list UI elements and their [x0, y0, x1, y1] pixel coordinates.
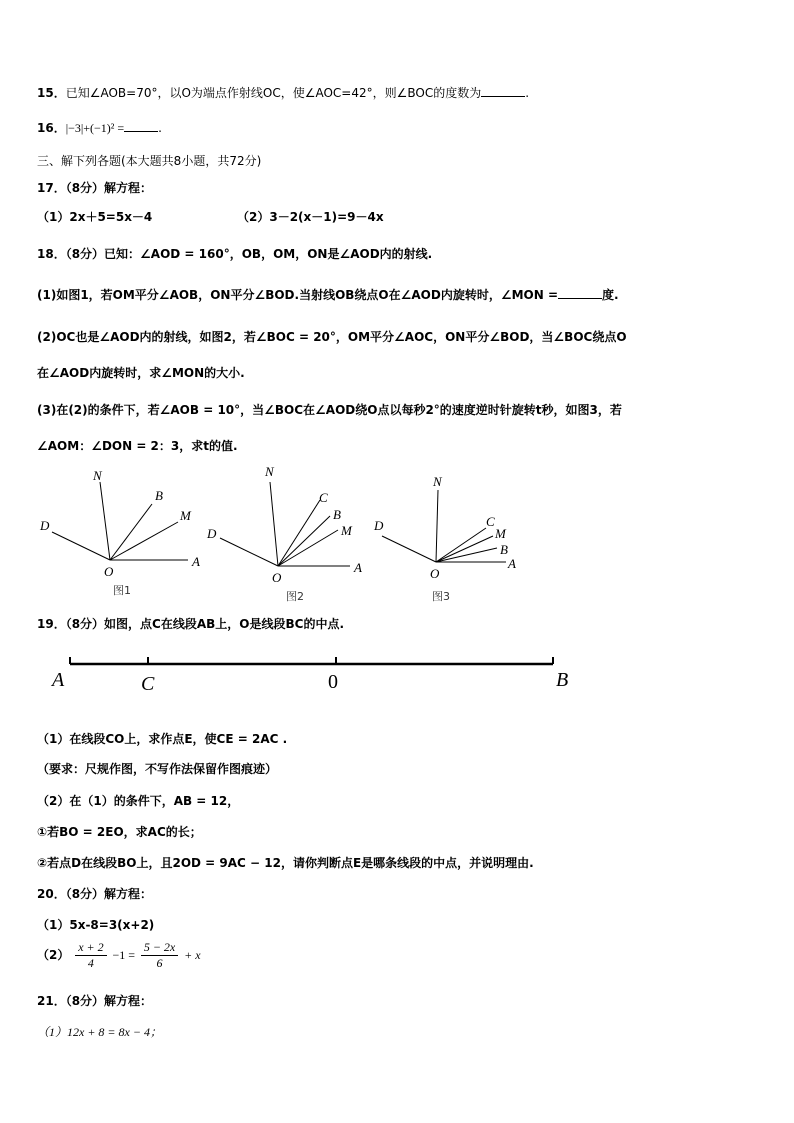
fig1-label-m: M — [180, 508, 191, 523]
fig1-label-a: A — [192, 554, 200, 569]
segment-label-b: B — [556, 669, 569, 691]
q15-answer-blank[interactable] — [481, 86, 525, 97]
figure-2 — [206, 464, 362, 603]
figure-3 — [373, 474, 516, 603]
q19-header: 19．（8分）如图，点C在线段AB上，O是线段BC的中点. — [37, 617, 345, 631]
fig1-label-d: D — [40, 518, 50, 533]
q20-fraction-1 — [75, 940, 106, 971]
segment-label-a: A — [52, 669, 65, 691]
q20-part2-label: （2） — [37, 948, 70, 962]
fig2-label-b: B — [333, 507, 341, 522]
fig2-label-c: C — [319, 490, 328, 505]
fig1-label-n: N — [93, 468, 102, 483]
fig1-label-b: B — [155, 488, 163, 503]
fig2-caption: 图2 — [286, 590, 304, 603]
q20-header: 20．（8分）解方程： — [37, 887, 153, 901]
q20-fraction-2-denominator: 6 — [156, 956, 163, 970]
q19-part2: （2）在（1）的条件下，AB = 12， — [37, 794, 240, 808]
q18-part2-line2: 在∠AOD内旋转时，求∠MON的大小. — [37, 366, 245, 380]
segment-label-o: 0 — [328, 671, 338, 693]
q16-expression: |−3|+(−1)² = — [65, 121, 125, 135]
q16-answer-blank[interactable] — [124, 121, 158, 132]
q19-part1-requirement: （要求：尺规作图，不写作法保留作图痕迹） — [37, 762, 278, 776]
q18-part3-line1: (3)在(2)的条件下，若∠AOB = 10°，当∠BOC在∠AOD绕O点以每秒2°的速度逆时针旋转t秒，如图3，若 — [37, 403, 622, 417]
q20-fraction-2-numerator: 5 − 2x — [141, 940, 178, 956]
q18-part3-line2: ∠AOM：∠DON = 2：3，求t的值. — [37, 439, 238, 453]
fig3-label-b: B — [500, 542, 508, 557]
fig3-label-a: A — [508, 556, 516, 571]
q18-part1 — [37, 286, 619, 303]
q20-tail: + x — [184, 948, 201, 962]
q20-fraction-1-denominator: 4 — [87, 956, 94, 970]
question-15 — [37, 84, 529, 101]
fig1-label-o: O — [104, 564, 114, 579]
figure-1 — [39, 468, 200, 597]
q19-part2-2: ②若点D在线段BO上，且2OD = 9AC − 12，请你判断点E是哪条线段的中点，并说明理由. — [37, 856, 534, 870]
fig2-label-o: O — [272, 570, 282, 585]
fig2-label-n: N — [265, 464, 274, 479]
q21-part1 — [37, 1023, 162, 1040]
q21-part1-text: （1）12x + 8 = 8x − 4； — [37, 1025, 162, 1039]
q20-part1: （1）5x-8=3(x+2) — [37, 918, 155, 932]
q20-middle: −1 = — [112, 948, 135, 962]
q17-part2: （2）3－2(x－1)=9－4x — [237, 210, 384, 224]
q18-part1-unit: 度. — [602, 288, 619, 302]
q18-answer-blank[interactable] — [558, 288, 602, 299]
q18-part2-line1: (2)OC也是∠AOD内的射线，如图2，若∠BOC = 20°，OM平分∠AOC，ON平分∠BOD，当∠BOC绕点O — [37, 330, 627, 344]
q19-part1: （1）在线段CO上，求作点E，使CE = 2AC . — [37, 732, 288, 746]
fig3-label-c: C — [486, 514, 495, 529]
fig3-caption: 图3 — [432, 590, 450, 603]
q15-text: 已知∠AOB=70°，以O为端点作射线OC，使∠AOC=42°，则∠BOC的度数为 — [65, 86, 482, 100]
q20-part2 — [37, 940, 201, 971]
section-3-title: 三、解下列各题(本大题共8小题，共72分) — [37, 154, 262, 168]
fig1-caption: 图1 — [113, 584, 131, 597]
q21-header: 21．（8分）解方程： — [37, 994, 153, 1008]
q18-part1-text: (1)如图1，若OM平分∠AOB，ON平分∠BOD.当射线OB绕点O在∠AOD内旋转时，∠MON = — [37, 288, 559, 302]
fig2-label-d: D — [207, 526, 217, 541]
q17-header: 17．（8分）解方程： — [37, 181, 153, 195]
q18-figures — [0, 458, 794, 608]
q20-fraction-1-numerator: x + 2 — [75, 940, 106, 956]
fig3-label-d: D — [374, 518, 384, 533]
q19-segment-figure — [0, 652, 794, 702]
q16-period: . — [158, 121, 162, 135]
q18-header: 18．（8分）已知：∠AOD = 160°，OB，OM，ON是∠AOD内的射线. — [37, 247, 433, 261]
q16-number: 16． — [37, 121, 66, 135]
segment-label-c: C — [141, 673, 155, 695]
q15-period: . — [525, 86, 530, 100]
q19-part2-1: ①若BO = 2EO，求AC的长； — [37, 825, 202, 839]
fig2-label-m: M — [341, 523, 352, 538]
q15-number: 15． — [37, 86, 66, 100]
fig3-label-o: O — [430, 566, 440, 581]
q17-part1: （1）2x＋5=5x－4 — [37, 210, 153, 224]
fig2-label-a: A — [354, 560, 362, 575]
fig3-label-n: N — [433, 474, 442, 489]
fig3-label-m: M — [495, 526, 506, 541]
q20-fraction-2 — [141, 940, 178, 971]
question-16 — [37, 119, 162, 136]
